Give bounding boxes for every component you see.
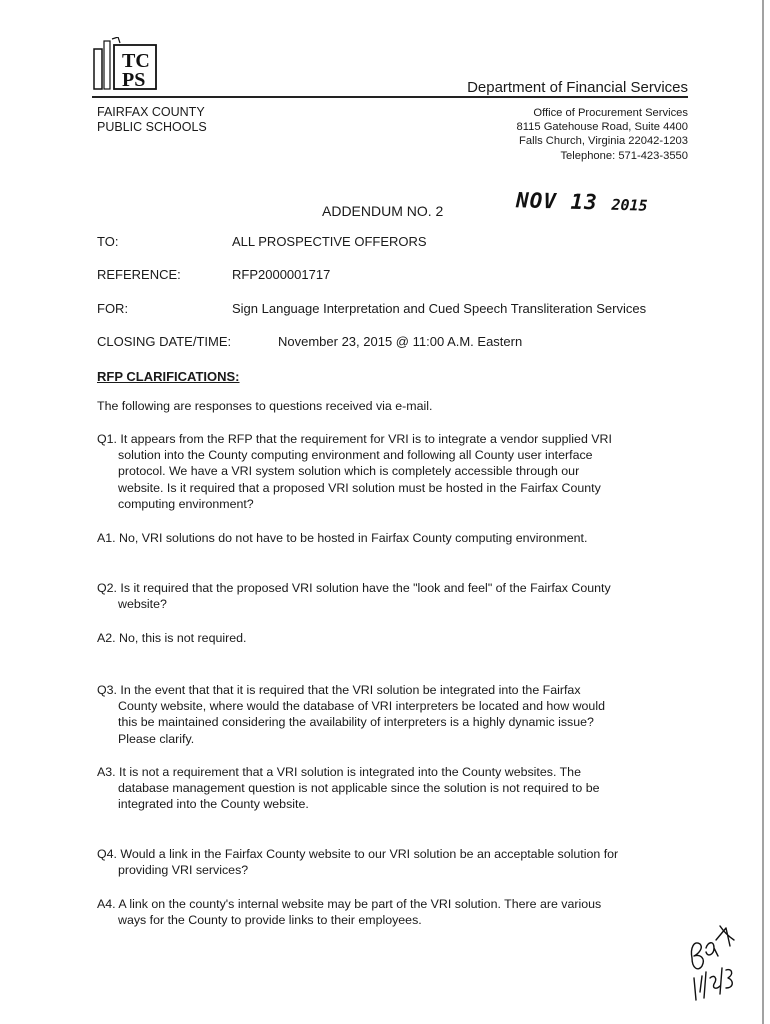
answer-3: A3. It is not a requirement that a VRI solution is integrated into the County websites. The database management question is not applicable since the solution is not required to be integrated into the County website. — [97, 765, 600, 812]
date-stamp: NOV 13 2015 — [515, 188, 648, 215]
department-name: Department of Financial Services — [467, 79, 688, 96]
to-label: TO: — [97, 234, 119, 249]
office-address: Office of Procurement Services 8115 Gatehouse Road, Suite 4400 Falls Church, Virginia 22042-1203 Telephone: 571-423-3550 — [516, 107, 688, 162]
intro-text: The following are responses to questions received via e-mail. — [97, 399, 433, 413]
answer-1: A1. No, VRI solutions do not have to be hosted in Fairfax County computing environment. — [97, 531, 588, 545]
question-3: Q3. In the event that that it is required that the VRI solution be integrated into the Fairfax County website, where would the database of VRI interpreters be located and how would this be maintained considering the availability of interpreters is a highly dynamic issue? Please clarify. — [97, 683, 605, 746]
svg-text:PS: PS — [122, 69, 146, 91]
fcps-logo — [92, 37, 158, 91]
addendum-title: ADDENDUM NO. 2 — [322, 203, 444, 219]
answer-4: A4. A link on the county's internal website may be part of the VRI solution. There are various ways for the County to provide links to their employees. — [97, 897, 602, 928]
organization-name: FAIRFAX COUNTY PUBLIC SCHOOLS — [97, 105, 207, 134]
for-label: FOR: — [97, 301, 129, 316]
question-1: Q1. It appears from the RFP that the requirement for VRI is to integrate a vendor supplied VRI solution into the County computing environment and following all County user interface protocol. We have a VRI system solution which is completely accessible through our website. Is it required that a proposed VRI solution must be hosted in the Fairfax County computing environment? — [97, 432, 612, 511]
header-rule — [92, 96, 688, 98]
answer-2: A2. No, this is not required. — [97, 631, 247, 645]
for-value: Sign Language Interpretation and Cued Speech Transliteration Services — [232, 301, 647, 316]
question-4: Q4. Would a link in the Fairfax County website to our VRI solution be an acceptable solution for providing VRI services? — [97, 847, 619, 878]
svg-text:TC: TC — [122, 50, 150, 72]
closing-label: CLOSING DATE/TIME: — [97, 334, 232, 349]
handwritten-initials — [686, 918, 742, 1010]
reference-value: RFP2000001717 — [232, 267, 331, 282]
question-2: Q2. Is it required that the proposed VRI solution have the "look and feel" of the Fairfax County website? — [97, 581, 611, 612]
closing-value: November 23, 2015 @ 11:00 A.M. Eastern — [278, 334, 523, 349]
to-value: ALL PROSPECTIVE OFFERORS — [232, 234, 427, 249]
scan-edge — [762, 0, 764, 1024]
clarifications-heading: RFP CLARIFICATIONS: — [97, 369, 240, 384]
reference-label: REFERENCE: — [97, 267, 181, 282]
